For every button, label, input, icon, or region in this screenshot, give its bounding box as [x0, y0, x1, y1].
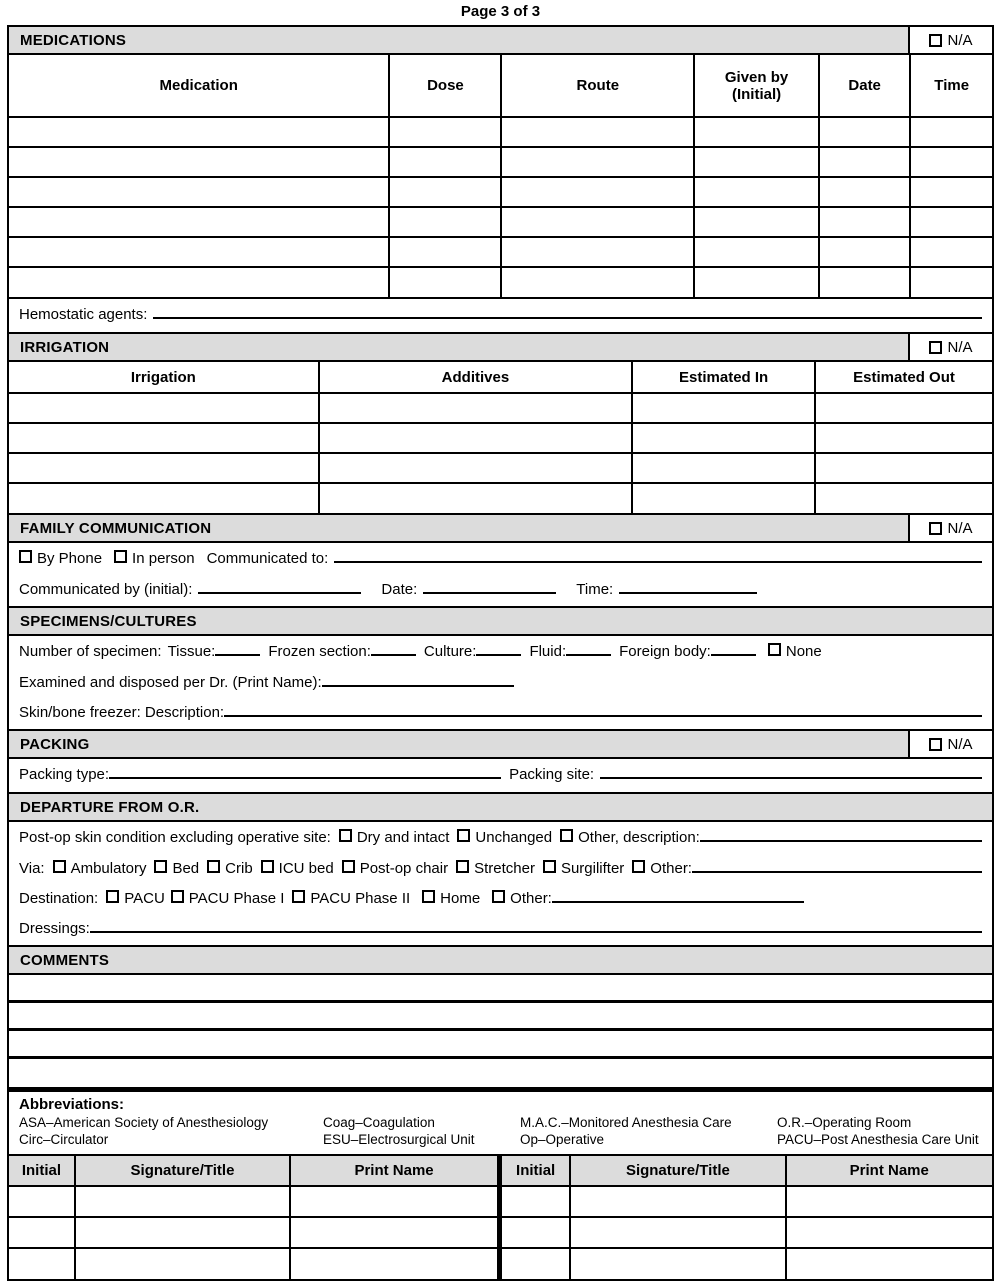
by-phone-checkbox[interactable]	[19, 550, 32, 563]
specimens-header	[9, 608, 992, 636]
route-cell[interactable]	[501, 267, 694, 297]
destination-pacu-phase-1-option	[171, 890, 285, 907]
col-estimated-in: Estimated In	[632, 362, 815, 393]
dose-cell[interactable]	[389, 147, 501, 177]
irrigation-cell[interactable]	[9, 483, 319, 513]
packing-title: PACKING	[9, 731, 908, 757]
additives-cell[interactable]	[319, 393, 633, 423]
route-cell[interactable]	[501, 207, 694, 237]
crib-checkbox[interactable]	[207, 860, 220, 873]
departure-dressings-line	[9, 915, 992, 945]
pacu-phase-2-label: PACU Phase II	[310, 890, 411, 907]
initial-cell[interactable]	[9, 1186, 75, 1217]
route-cell[interactable]	[501, 237, 694, 267]
additives-cell[interactable]	[319, 453, 633, 483]
skin-other-checkbox[interactable]	[560, 829, 573, 842]
abbreviation-entry: Op–Operative	[520, 1132, 605, 1147]
communication-date-label: Date:	[381, 581, 418, 598]
via-icu-bed-option	[261, 860, 334, 877]
hemostatic-agents-label: Hemostatic agents:	[19, 306, 148, 323]
departure-via-line	[9, 855, 992, 885]
date-cell[interactable]	[819, 237, 910, 267]
col-estimated-out: Estimated Out	[815, 362, 992, 393]
given-by-cell[interactable]	[694, 147, 819, 177]
given-by-cell[interactable]	[694, 177, 819, 207]
route-cell[interactable]	[501, 117, 694, 147]
via-stretcher-option	[456, 860, 535, 877]
medication-row	[9, 177, 992, 207]
hemostatic-agents-line	[9, 297, 992, 332]
col-date: Date	[819, 55, 910, 117]
family-communication-na-label: N/A	[947, 519, 973, 537]
culture-field[interactable]	[476, 654, 521, 656]
medications-table	[9, 55, 992, 297]
pacu-phase-1-checkbox[interactable]	[171, 890, 184, 903]
destination-pacu-phase-2-option	[292, 890, 410, 907]
abbreviations-title: Abbreviations:	[19, 1096, 125, 1113]
medications-na-cell	[908, 27, 992, 53]
via-other-checkbox[interactable]	[632, 860, 645, 873]
post-op-chair-label: Post-op chair	[359, 860, 449, 877]
signature-title-cell[interactable]	[570, 1248, 785, 1279]
unchanged-label: Unchanged	[475, 829, 553, 846]
signature-title-cell[interactable]	[75, 1248, 290, 1279]
medication-row	[9, 147, 992, 177]
packing-site-label: Packing site:	[509, 766, 595, 783]
packing-site-field[interactable]	[600, 777, 982, 779]
medication-row	[9, 117, 992, 147]
crib-label: Crib	[225, 860, 253, 877]
additives-cell[interactable]	[319, 483, 633, 513]
communication-time-field[interactable]	[619, 592, 757, 594]
pacu-phase-2-checkbox[interactable]	[292, 890, 305, 903]
print-name-cell[interactable]	[786, 1186, 992, 1217]
in-person-option	[114, 550, 195, 567]
abbreviations-grid	[19, 1114, 982, 1148]
irrigation-na-checkbox[interactable]	[929, 341, 942, 354]
communicated-by-label: Communicated by (initial):	[19, 581, 193, 598]
packing-type-field[interactable]	[109, 777, 501, 779]
dressings-label: Dressings:	[19, 920, 90, 937]
home-label: Home	[440, 890, 481, 907]
route-cell[interactable]	[501, 147, 694, 177]
estimated-in-cell[interactable]	[632, 453, 815, 483]
section-packing	[7, 729, 994, 794]
medications-header	[9, 27, 992, 55]
destination-other-field[interactable]	[552, 901, 804, 903]
irrigation-cell[interactable]	[9, 423, 319, 453]
family-communication-na-checkbox[interactable]	[929, 522, 942, 535]
via-crib-option	[207, 860, 253, 877]
irrigation-row	[9, 423, 992, 453]
time-cell[interactable]	[910, 117, 992, 147]
in-person-checkbox[interactable]	[114, 550, 127, 563]
col-medication: Medication	[9, 55, 389, 117]
via-surgilifter-option	[543, 860, 624, 877]
section-family-communication	[7, 513, 994, 608]
print-name-cell[interactable]	[290, 1248, 499, 1279]
print-name-cell[interactable]	[786, 1248, 992, 1279]
skin-other-option	[560, 829, 700, 846]
medication-cell[interactable]	[9, 207, 389, 237]
medication-row	[9, 207, 992, 237]
abbreviation-entry: PACU–Post Anesthesia Care Unit	[777, 1132, 979, 1147]
post-op-chair-checkbox[interactable]	[342, 860, 355, 873]
skin-other-label: Other, description:	[578, 829, 700, 846]
communicated-to-label: Communicated to:	[206, 550, 329, 567]
family-communication-na-cell	[908, 515, 992, 541]
packing-line	[9, 759, 992, 792]
abbreviations-column	[323, 1114, 520, 1148]
fluid-label: Fluid:	[529, 643, 567, 660]
section-medications	[7, 25, 994, 334]
irrigation-title: IRRIGATION	[9, 334, 908, 360]
col-additives: Additives	[319, 362, 633, 393]
irrigation-cell[interactable]	[9, 393, 319, 423]
home-checkbox[interactable]	[422, 890, 435, 903]
col-initial-left: Initial	[9, 1156, 75, 1186]
dose-cell[interactable]	[389, 237, 501, 267]
dose-cell[interactable]	[389, 177, 501, 207]
packing-type-label: Packing type:	[19, 766, 110, 783]
date-cell[interactable]	[819, 207, 910, 237]
abbreviation-entry: ESU–Electrosurgical Unit	[323, 1132, 475, 1147]
given-by-cell[interactable]	[694, 267, 819, 297]
specimens-title: SPECIMENS/CULTURES	[9, 608, 992, 634]
communicated-by-field[interactable]	[198, 592, 361, 594]
via-ambulatory-option	[53, 860, 147, 877]
tissue-label: Tissue:	[167, 643, 216, 660]
examined-disposed-label: Examined and disposed per Dr. (Print Name):	[19, 674, 322, 691]
destination-other-option	[492, 890, 552, 907]
irrigation-header	[9, 334, 992, 362]
abbreviation-entry: Circ–Circulator	[19, 1132, 109, 1147]
skin-unchanged-option	[457, 829, 552, 846]
communication-date-field[interactable]	[423, 592, 556, 594]
culture-label: Culture:	[423, 643, 477, 660]
stretcher-label: Stretcher	[474, 860, 535, 877]
medications-na-label: N/A	[947, 31, 973, 49]
packing-na-cell	[908, 731, 992, 757]
medication-cell[interactable]	[9, 267, 389, 297]
comments-row[interactable]	[9, 975, 992, 1003]
col-initial-right: Initial	[500, 1156, 571, 1186]
destination-home-option	[422, 890, 480, 907]
dose-cell[interactable]	[389, 267, 501, 297]
time-cell[interactable]	[910, 267, 992, 297]
communicated-to-field[interactable]	[334, 561, 982, 563]
abbreviation-entry: O.R.–Operating Room	[777, 1115, 912, 1130]
medications-title: MEDICATIONS	[9, 27, 908, 53]
family-communication-line-1	[9, 543, 992, 576]
signature-row	[9, 1248, 992, 1279]
departure-destination-line	[9, 885, 992, 915]
print-name-cell[interactable]	[290, 1217, 499, 1248]
signature-title-cell[interactable]	[75, 1186, 290, 1217]
date-cell[interactable]	[819, 117, 910, 147]
via-other-label: Other:	[650, 860, 692, 877]
skin-other-description-field[interactable]	[700, 840, 982, 842]
medication-cell[interactable]	[9, 237, 389, 267]
departure-header	[9, 794, 992, 822]
date-cell[interactable]	[819, 147, 910, 177]
given-by-cell[interactable]	[694, 207, 819, 237]
print-name-cell[interactable]	[786, 1217, 992, 1248]
abbreviations-column	[19, 1114, 323, 1148]
by-phone-label: By Phone	[37, 550, 103, 567]
family-communication-header	[9, 515, 992, 543]
abbreviation-entry: M.A.C.–Monitored Anesthesia Care	[520, 1115, 732, 1130]
medication-cell[interactable]	[9, 117, 389, 147]
dry-and-intact-checkbox[interactable]	[339, 829, 352, 842]
estimated-out-cell[interactable]	[815, 423, 992, 453]
initial-cell[interactable]	[9, 1217, 75, 1248]
comments-row[interactable]	[9, 1003, 992, 1031]
irrigation-row	[9, 483, 992, 513]
time-cell[interactable]	[910, 177, 992, 207]
surgilifter-checkbox[interactable]	[543, 860, 556, 873]
signatures-header-row	[9, 1156, 992, 1186]
packing-header	[9, 731, 992, 759]
in-person-label: In person	[132, 550, 195, 567]
skin-dry-option	[339, 829, 450, 846]
comments-title: COMMENTS	[9, 947, 992, 973]
section-signatures	[7, 1154, 994, 1281]
signatures-table	[9, 1156, 992, 1279]
dry-and-intact-label: Dry and intact	[356, 829, 450, 846]
departure-skin-line	[9, 822, 992, 855]
skin-bone-freezer-label: Skin/bone freezer: Description:	[19, 704, 225, 721]
tissue-field[interactable]	[215, 654, 260, 656]
via-post-op-chair-option	[342, 860, 448, 877]
packing-na-checkbox[interactable]	[929, 738, 942, 751]
col-route: Route	[501, 55, 694, 117]
section-abbreviations	[7, 1087, 994, 1156]
given-by-cell[interactable]	[694, 117, 819, 147]
irrigation-header-row	[9, 362, 992, 393]
section-specimens	[7, 606, 994, 731]
estimated-out-cell[interactable]	[815, 453, 992, 483]
number-of-specimen-label: Number of specimen:	[19, 643, 162, 660]
irrigation-row	[9, 453, 992, 483]
given-by-cell[interactable]	[694, 237, 819, 267]
col-print-name-right: Print Name	[786, 1156, 992, 1186]
comments-header	[9, 947, 992, 975]
icu-bed-label: ICU bed	[278, 860, 334, 877]
medications-header-row	[9, 55, 992, 117]
examined-disposed-field[interactable]	[322, 685, 514, 687]
pacu-phase-1-label: PACU Phase I	[188, 890, 285, 907]
surgilifter-label: Surgilifter	[560, 860, 625, 877]
estimated-in-cell[interactable]	[632, 483, 815, 513]
irrigation-row	[9, 393, 992, 423]
estimated-in-cell[interactable]	[632, 393, 815, 423]
irrigation-na-cell	[908, 334, 992, 360]
pacu-label: PACU	[124, 890, 165, 907]
destination-other-checkbox[interactable]	[492, 890, 505, 903]
estimated-out-cell[interactable]	[815, 393, 992, 423]
family-communication-line-2	[9, 576, 992, 606]
col-irrigation: Irrigation	[9, 362, 319, 393]
initial-cell[interactable]	[9, 1248, 75, 1279]
foreign-body-field[interactable]	[711, 654, 756, 656]
page-number: Page 3 of 3	[460, 3, 541, 20]
none-option	[768, 643, 822, 660]
section-irrigation	[7, 332, 994, 515]
initial-cell[interactable]	[500, 1217, 571, 1248]
dose-cell[interactable]	[389, 117, 501, 147]
medication-row	[9, 267, 992, 297]
date-cell[interactable]	[819, 177, 910, 207]
frozen-section-label: Frozen section:	[268, 643, 371, 660]
by-phone-option	[19, 550, 102, 567]
col-print-name-left: Print Name	[290, 1156, 499, 1186]
abbreviations-column	[777, 1114, 982, 1148]
via-bed-option	[154, 860, 199, 877]
col-dose: Dose	[389, 55, 501, 117]
frozen-section-field[interactable]	[371, 654, 416, 656]
print-name-cell[interactable]	[290, 1186, 499, 1217]
signature-row	[9, 1217, 992, 1248]
specimens-line-1	[9, 636, 992, 669]
time-cell[interactable]	[910, 237, 992, 267]
fluid-field[interactable]	[566, 654, 611, 656]
additives-cell[interactable]	[319, 423, 633, 453]
signature-title-cell[interactable]	[570, 1217, 785, 1248]
packing-na-label: N/A	[947, 735, 973, 753]
bed-checkbox[interactable]	[154, 860, 167, 873]
estimated-in-cell[interactable]	[632, 423, 815, 453]
irrigation-na-label: N/A	[947, 338, 973, 356]
ambulatory-checkbox[interactable]	[53, 860, 66, 873]
pacu-checkbox[interactable]	[106, 890, 119, 903]
signature-row	[9, 1186, 992, 1217]
ambulatory-label: Ambulatory	[70, 860, 147, 877]
col-signature-title-right: Signature/Title	[570, 1156, 785, 1186]
none-checkbox[interactable]	[768, 643, 781, 656]
col-given-by: Given by (Initial)	[694, 55, 819, 117]
skin-condition-label: Post-op skin condition excluding operative site:	[19, 829, 331, 846]
signature-title-cell[interactable]	[570, 1186, 785, 1217]
irrigation-table	[9, 362, 992, 513]
medication-cell[interactable]	[9, 177, 389, 207]
via-label: Via:	[19, 860, 45, 877]
destination-label: Destination:	[19, 890, 99, 907]
hemostatic-agents-field[interactable]	[153, 317, 982, 319]
stretcher-checkbox[interactable]	[456, 860, 469, 873]
form-page	[7, 0, 994, 1281]
medication-row	[9, 237, 992, 267]
via-other-field[interactable]	[692, 871, 982, 873]
time-cell[interactable]	[910, 147, 992, 177]
col-signature-title-left: Signature/Title	[75, 1156, 290, 1186]
irrigation-cell[interactable]	[9, 453, 319, 483]
foreign-body-label: Foreign body:	[619, 643, 711, 660]
unchanged-checkbox[interactable]	[457, 829, 470, 842]
comments-row[interactable]	[9, 1031, 992, 1059]
departure-title: DEPARTURE FROM O.R.	[9, 794, 992, 820]
initial-cell[interactable]	[500, 1186, 571, 1217]
communication-time-label: Time:	[576, 581, 614, 598]
dose-cell[interactable]	[389, 207, 501, 237]
abbreviations-column	[520, 1114, 777, 1148]
medication-cell[interactable]	[9, 147, 389, 177]
specimens-line-2	[9, 669, 992, 699]
dressings-field[interactable]	[90, 931, 982, 933]
initial-cell[interactable]	[500, 1248, 571, 1279]
signature-title-cell[interactable]	[75, 1217, 290, 1248]
time-cell[interactable]	[910, 207, 992, 237]
none-label: None	[785, 643, 822, 660]
col-time: Time	[910, 55, 992, 117]
estimated-out-cell[interactable]	[815, 483, 992, 513]
family-communication-title: FAMILY COMMUNICATION	[9, 515, 908, 541]
icu-bed-checkbox[interactable]	[261, 860, 274, 873]
destination-pacu-option	[106, 890, 165, 907]
abbreviation-entry: Coag–Coagulation	[323, 1115, 435, 1130]
abbreviation-entry: ASA–American Society of Anesthesiology	[19, 1115, 269, 1130]
skin-bone-freezer-field[interactable]	[224, 715, 982, 717]
section-comments	[7, 945, 994, 1089]
medications-na-checkbox[interactable]	[929, 34, 942, 47]
comments-row[interactable]	[9, 1059, 992, 1087]
destination-other-label: Other:	[510, 890, 552, 907]
date-cell[interactable]	[819, 267, 910, 297]
via-other-option	[632, 860, 692, 877]
bed-label: Bed	[172, 860, 200, 877]
specimens-line-3	[9, 699, 992, 729]
section-departure	[7, 792, 994, 947]
route-cell[interactable]	[501, 177, 694, 207]
